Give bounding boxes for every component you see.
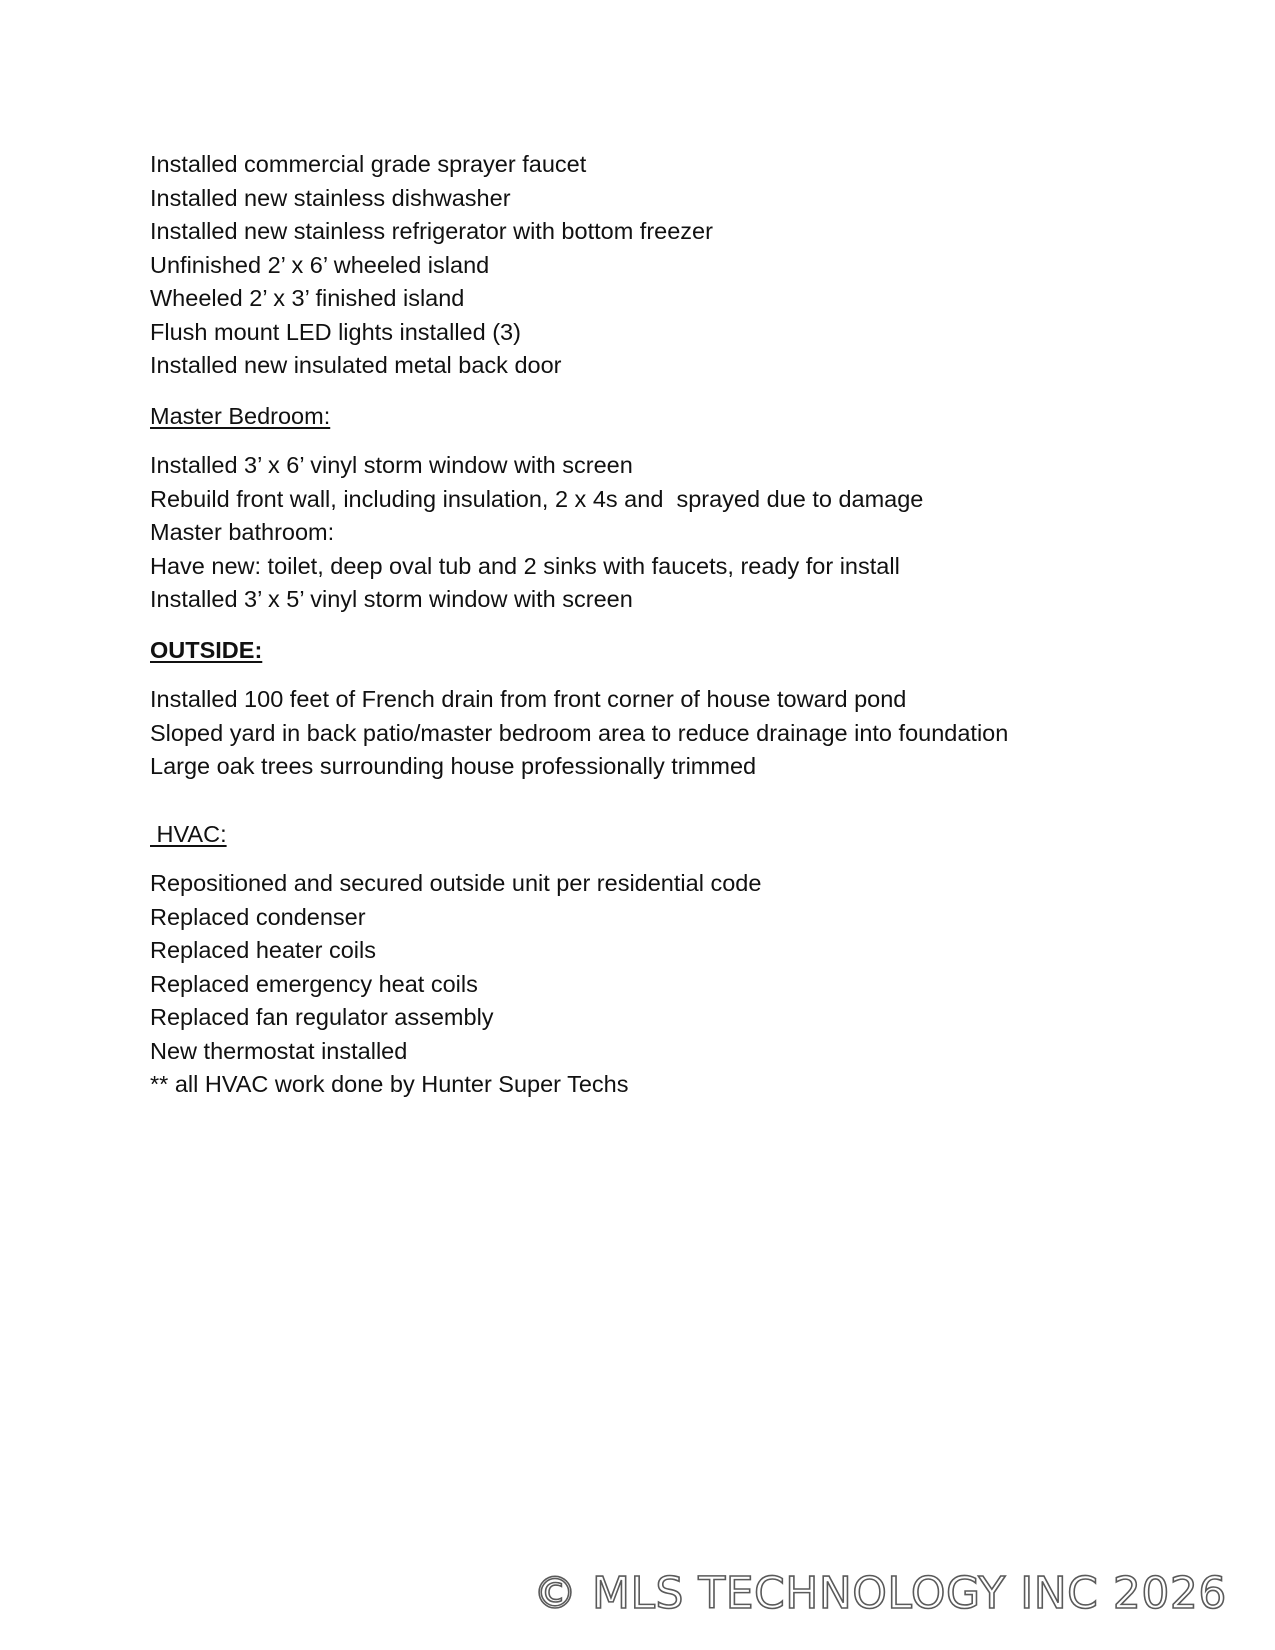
list-item: New thermostat installed	[150, 1037, 408, 1064]
section-heading-hvac: HVAC:	[150, 820, 227, 847]
list-item: Installed commercial grade sprayer faucet	[150, 151, 587, 177]
list-item: Installed 100 feet of French drain from front corner of house toward pond	[150, 686, 907, 712]
list-item: Sloped yard in back patio/master bedroom area to reduce drainage into foundation	[150, 719, 1009, 746]
list-item: Installed 3’ x 5’ vinyl storm window with screen	[150, 586, 633, 612]
list-item: Replaced fan regulator assembly	[150, 1004, 494, 1030]
list-item: Flush mount LED lights installed (3)	[150, 318, 521, 345]
list-item: Large oak trees surrounding house professionally trimmed	[150, 753, 757, 779]
list-item: Replaced heater coils	[150, 937, 376, 963]
outside-section	[150, 634, 1150, 784]
kitchen-list	[150, 148, 1150, 383]
section-heading-master-bedroom: Master Bedroom:	[150, 402, 331, 429]
list-item: ** all HVAC work done by Hunter Super Techs	[150, 1071, 629, 1097]
list-item: Installed new insulated metal back door	[150, 352, 562, 378]
list-item: Installed new stainless refrigerator with bottom freezer	[150, 218, 713, 244]
master-bedroom-section	[150, 400, 1150, 617]
list-item: Installed new stainless dishwasher	[150, 184, 511, 211]
copyright-watermark: © MLS TECHNOLOGY INC 2026	[533, 1568, 1227, 1619]
list-item: Replaced emergency heat coils	[150, 970, 478, 997]
list-item: Rebuild front wall, including insulation, 2 x 4s and sprayed due to damage	[150, 485, 924, 512]
hvac-section	[150, 818, 1150, 1102]
list-item: Master bathroom:	[150, 519, 335, 545]
list-item: Installed 3’ x 6’ vinyl storm window with screen	[150, 452, 633, 478]
list-item: Wheeled 2’ x 3’ finished island	[150, 285, 465, 311]
list-item: Repositioned and secured outside unit per residential code	[150, 870, 762, 896]
list-item: Replaced condenser	[150, 903, 366, 930]
list-item: Have new: toilet, deep oval tub and 2 sinks with faucets, ready for install	[150, 552, 900, 579]
list-item: Unfinished 2’ x 6’ wheeled island	[150, 251, 490, 278]
section-heading-outside: OUTSIDE:	[150, 636, 263, 663]
document-page	[150, 148, 1150, 1102]
